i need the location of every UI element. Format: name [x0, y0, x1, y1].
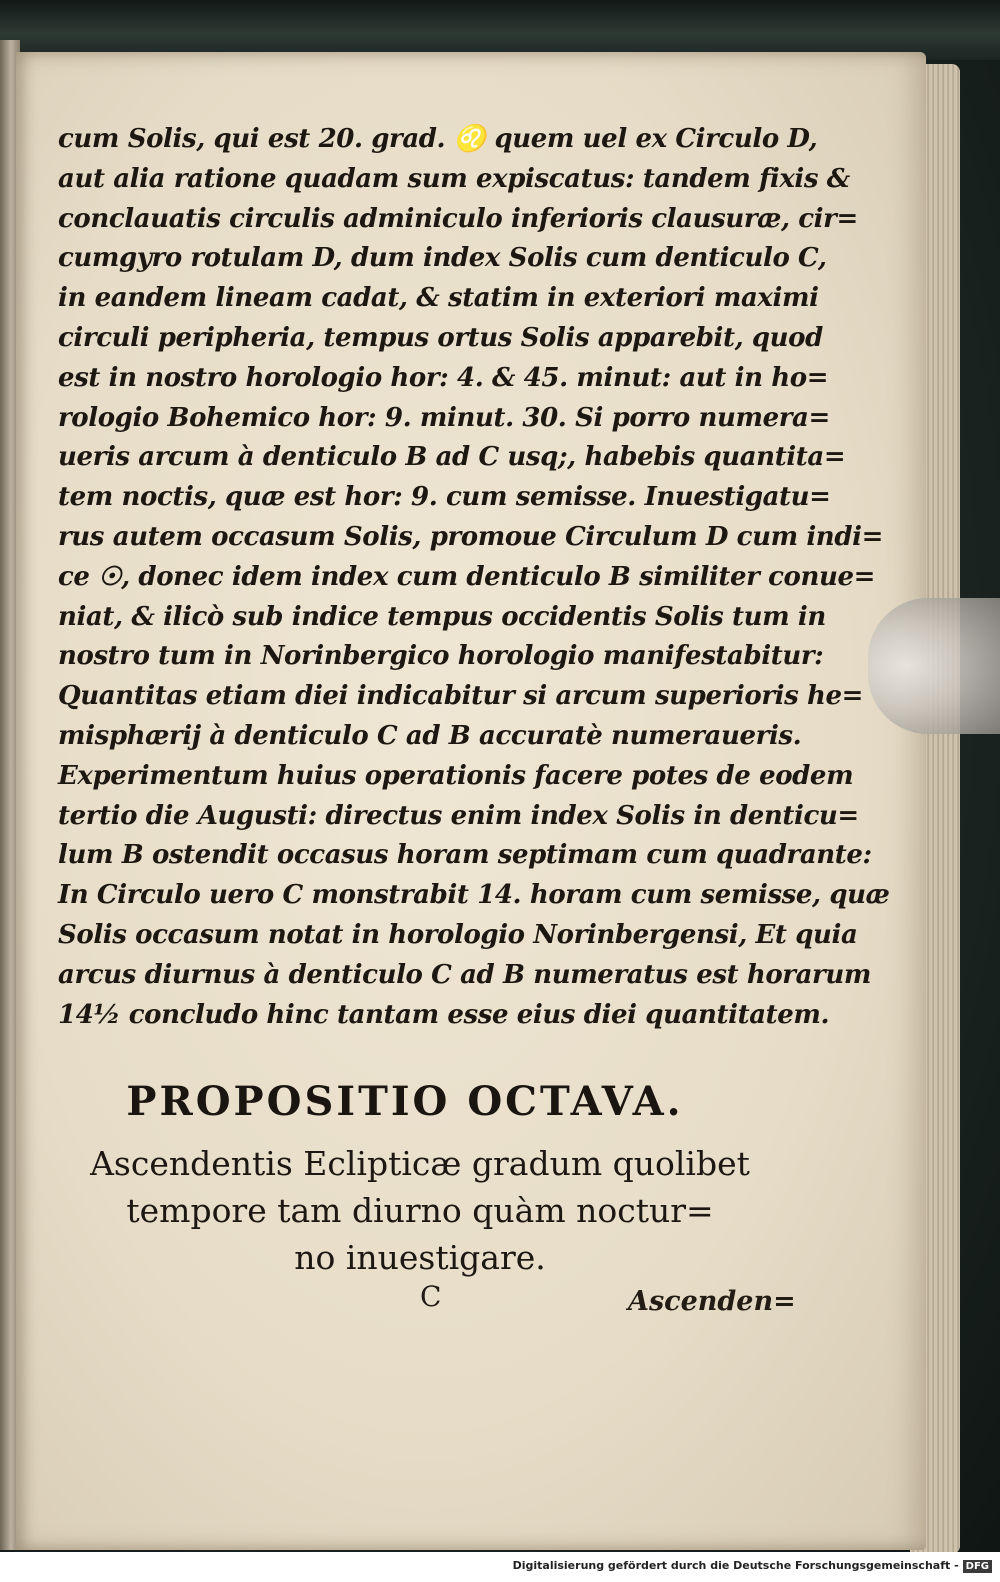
catchword: Ascenden=	[628, 1286, 796, 1317]
proposition-statement	[60, 1140, 780, 1281]
proposition-heading: PROPOSITIO OCTAVA.	[126, 1078, 684, 1125]
text-line: niat, & ilicò sub indice tempus occidentis Solis tum in	[58, 601, 826, 632]
funding-notice	[513, 1559, 992, 1573]
text-line: tertio die Augusti: directus enim index Solis in denticu=	[58, 800, 859, 831]
text-line: ce ☉, donec idem index cum denticulo B similiter conue=	[58, 561, 876, 592]
text-line: Quantitas etiam diei indicabitur si arcum superioris he=	[58, 681, 864, 712]
text-line: tem noctis, quæ est hor: 9. cum semisse. Inuestigatu=	[58, 482, 831, 513]
text-line: rologio Bohemico hor: 9. minut. 30. Si porro numera=	[58, 402, 830, 433]
text-line: arcus diurnus à denticulo C ad B numeratus est horarum	[58, 959, 871, 990]
text-line: lum B ostendit occasus horam septimam cum quadrante:	[58, 840, 872, 871]
text-line: nostro tum in Norinbergico horologio manifestabitur:	[58, 641, 824, 672]
text-line: cumgyro rotulam D, dum index Solis cum denticulo C,	[58, 243, 827, 274]
statement-line: tempore tam diurno quàm noctur=	[126, 1191, 714, 1230]
text-line: est in nostro horologio hor: 4. & 45. minut: aut in ho=	[58, 362, 829, 393]
text-line: 14½ concludo hinc tantam esse eius diei quantitatem.	[58, 999, 830, 1030]
text-line: circuli peripheria, tempus ortus Solis apparebit, quod	[58, 322, 823, 353]
text-line: rus autem occasum Solis, promoue Circulum D cum indi=	[58, 521, 883, 552]
text-line: Experimentum huius operationis facere potes de eodem	[58, 760, 854, 791]
statement-line: no inuestigare.	[294, 1238, 546, 1277]
dfg-logo: DFG	[963, 1560, 992, 1573]
text-line: In Circulo uero C monstrabit 14. horam cum semisse, quæ	[58, 880, 890, 911]
text-line: in eandem lineam cadat, & statim in exteriori maximi	[58, 283, 819, 314]
signature-mark: C	[420, 1280, 442, 1313]
funding-notice-text: Digitalisierung gefördert durch die Deutsche Forschungsgemeinschaft -	[512, 1559, 959, 1572]
text-line: Solis occasum notat in horologio Norinbergensi, Et quia	[58, 919, 858, 950]
text-line: conclauatis circulis adminiculo inferioris clausuræ, cir=	[58, 203, 858, 234]
book-cover-edge	[0, 0, 1000, 60]
text-line: cum Solis, qui est 20. grad. ♌ quem uel ex Circulo D,	[58, 124, 818, 154]
text-line: misphærij à denticulo C ad B accuratè numeraueris.	[58, 720, 802, 751]
text-line: ueris arcum à denticulo B ad C usq;, habebis quantita=	[58, 442, 846, 473]
body-text	[58, 120, 890, 1035]
text-line: aut alia ratione quadam sum expiscatus: tandem fixis &	[58, 163, 850, 194]
book-clasp	[868, 598, 1000, 734]
statement-line: Ascendentis Eclipticæ gradum quolibet	[90, 1144, 750, 1183]
